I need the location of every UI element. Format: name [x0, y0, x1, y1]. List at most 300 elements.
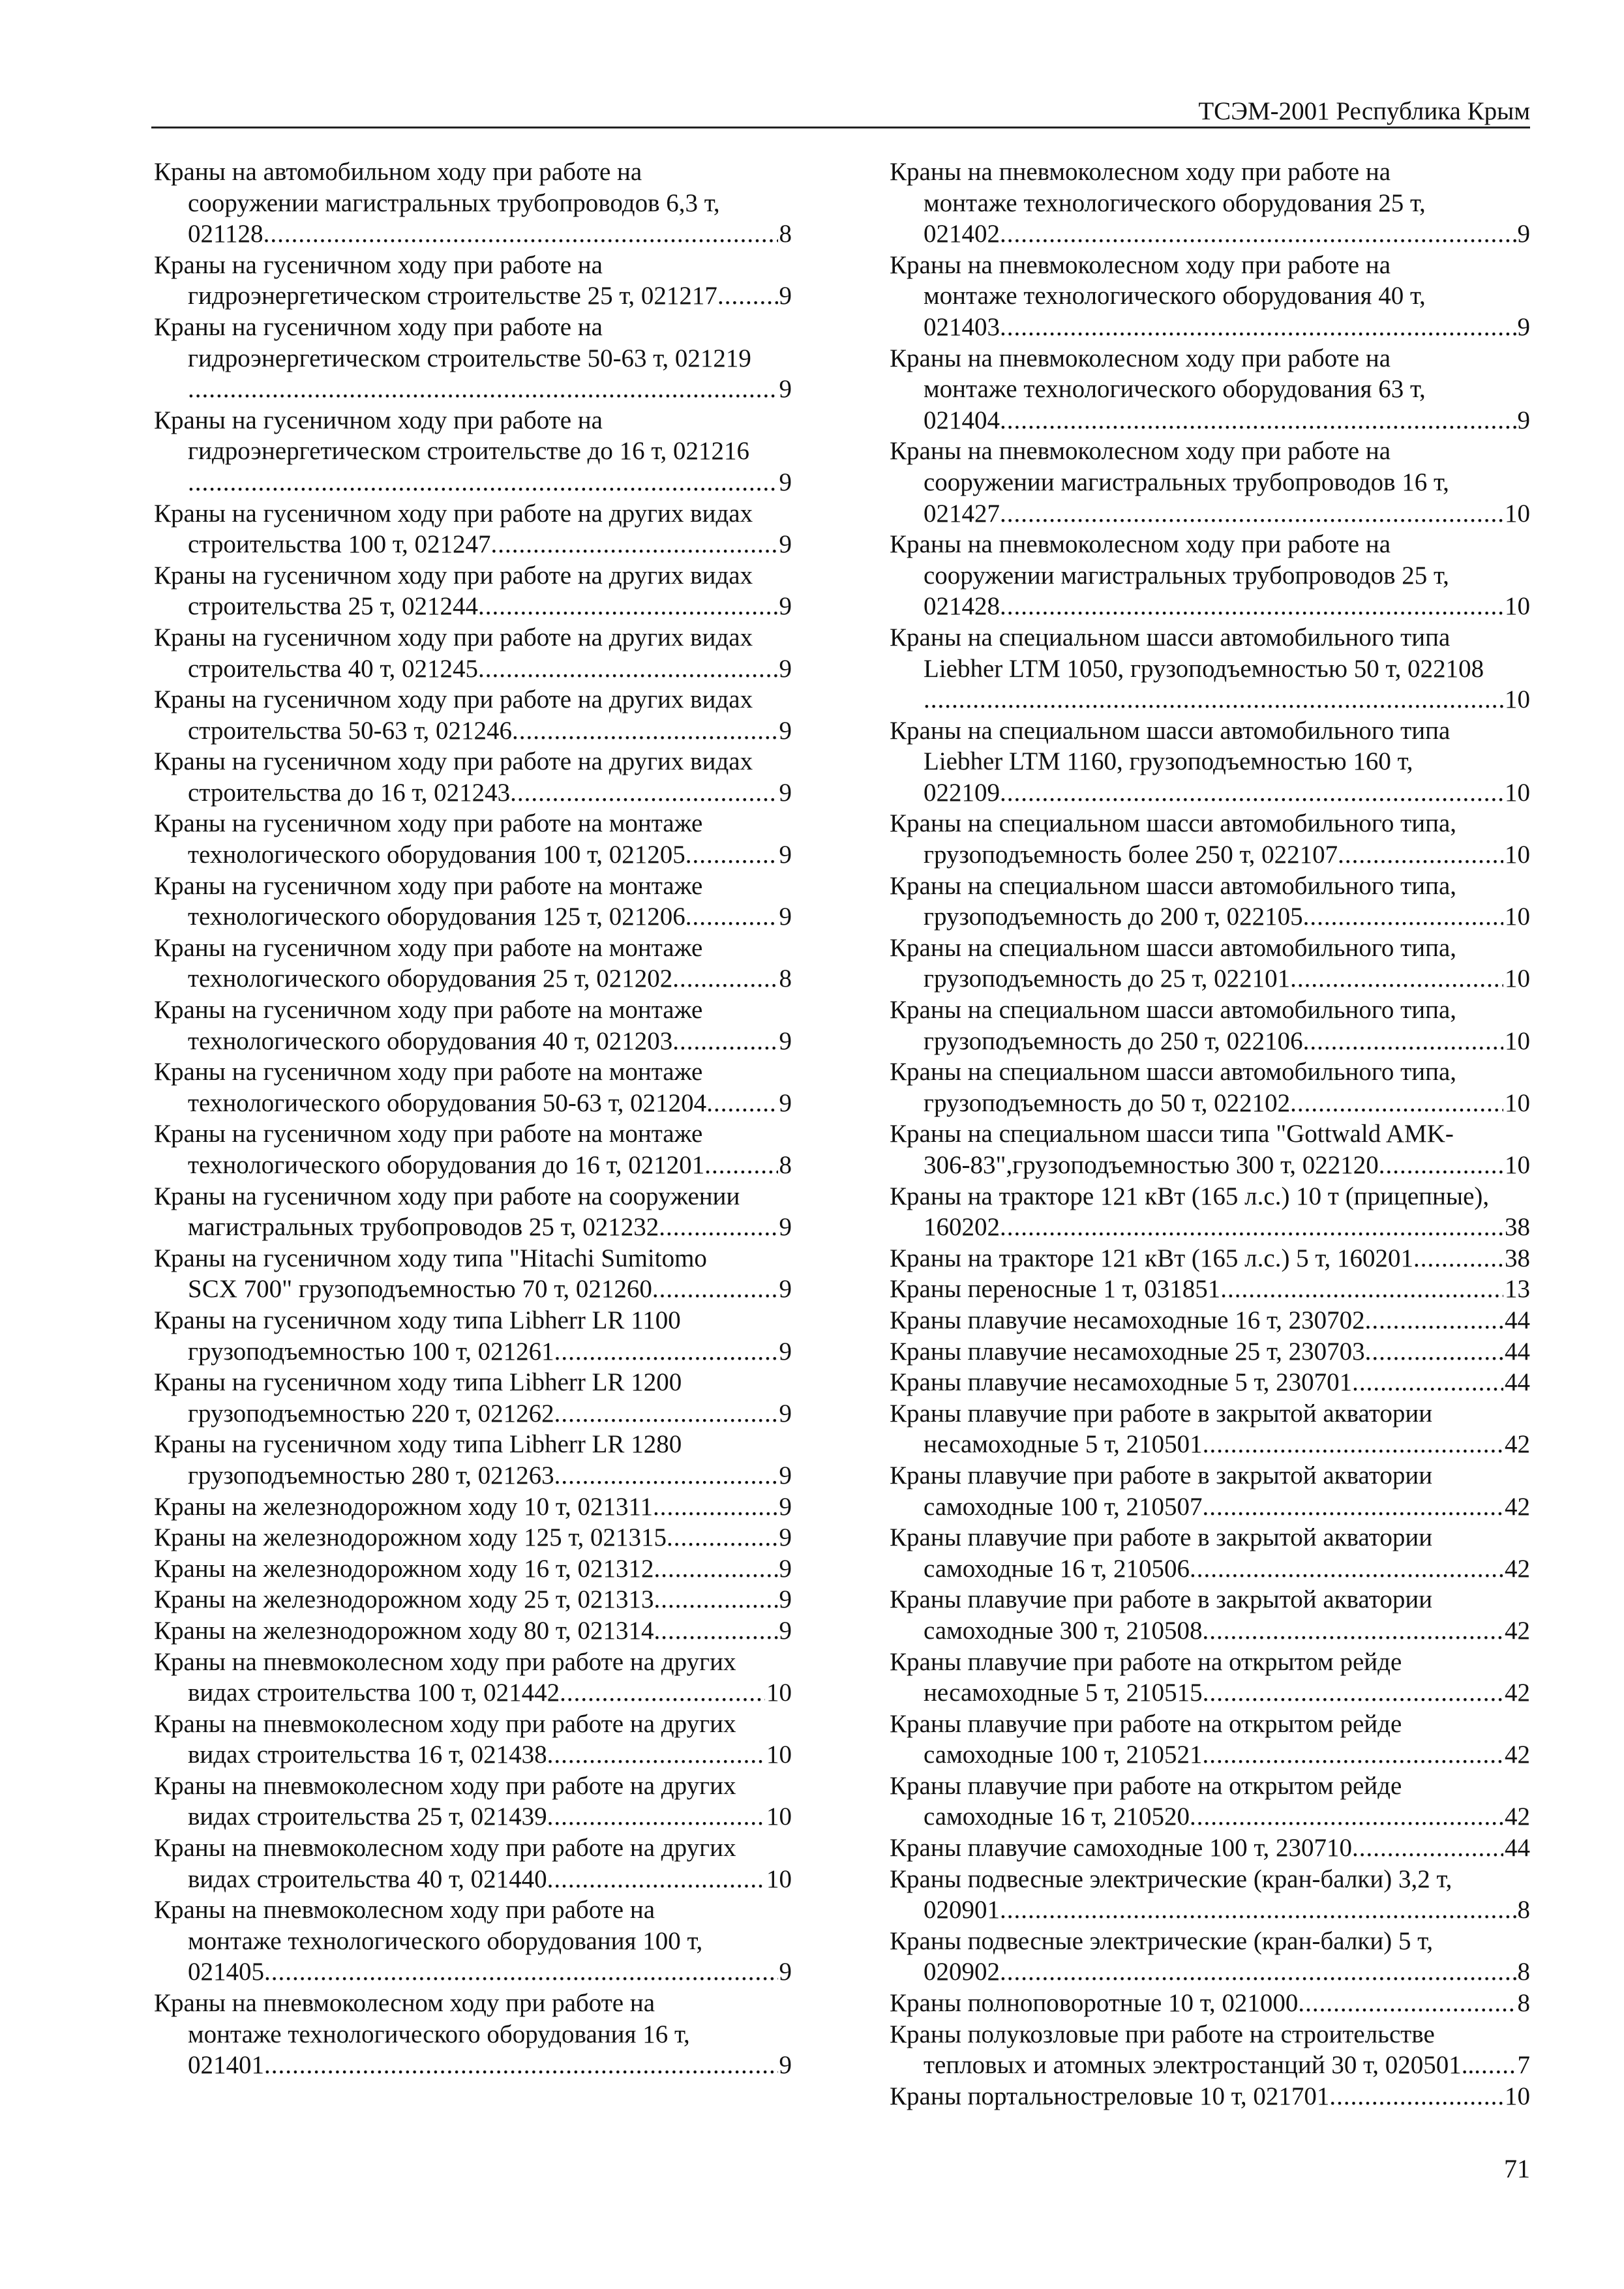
entry-leader-line [188, 963, 792, 995]
entry-leader-line [924, 312, 1530, 343]
entry-text-tail: строительства 40 т, 021245 [188, 654, 478, 683]
entry-text-tail: 306-83",грузоподъемностью 300 т, 022120 [924, 1151, 1379, 1179]
entry-page-ref: 10 [1505, 1151, 1530, 1179]
index-entry [890, 1398, 1530, 1460]
entry-text-line: Краны на гусеничном ходу при работе на монтаже [154, 871, 703, 900]
entry-page-ref: 9 [779, 2051, 792, 2080]
dot-leader [547, 1801, 765, 1833]
dot-leader [1298, 1988, 1516, 2019]
entry-text-line: Краны на гусеничном ходу типа Libherr LR 1100 [154, 1306, 681, 1334]
entry-page-ref: 9 [779, 1337, 792, 1366]
entry-text-tail: Краны плавучие самоходные 100 т, 230710 [890, 1834, 1352, 1863]
entry-text-line: Краны на пневмоколесном ходу при работе на других [154, 1834, 736, 1863]
entry-page-ref: 9 [779, 1213, 792, 1242]
entry-leader-line [188, 1088, 792, 1119]
entry-leader-line [924, 777, 1530, 809]
index-entry [154, 995, 792, 1056]
dot-leader [512, 715, 778, 747]
dot-leader [264, 1956, 778, 1988]
index-entry [890, 2019, 1530, 2081]
entry-text-tail: технологического оборудования 100 т, 021205 [188, 841, 685, 869]
entry-page-ref: 8 [1517, 1896, 1530, 1924]
entry-page-ref: 8 [779, 220, 792, 248]
entry-text-line: сооружении магистральных трубопроводов 6,3 т, [188, 188, 720, 217]
index-entry [154, 157, 792, 250]
entry-text-tail: 021402 [924, 220, 1000, 248]
dot-leader [672, 1026, 777, 1057]
entry-page-ref: 10 [1505, 499, 1530, 528]
entry-text-tail: технологического оборудования 25 т, 021202 [188, 965, 673, 993]
index-entry [890, 1243, 1530, 1274]
entry-leader-line [154, 1584, 792, 1615]
entry-leader-line [890, 2081, 1530, 2112]
entry-leader-line [188, 715, 792, 747]
entry-page-ref: 9 [779, 1399, 792, 1428]
entry-page-ref: 9 [779, 1026, 792, 1055]
entry-text-tail: 021403 [924, 312, 1000, 341]
entry-text-line: Краны на специальном шасси автомобильного типа, [890, 809, 1457, 838]
dot-leader [1352, 1367, 1503, 1398]
dot-leader [1303, 1026, 1503, 1057]
entry-text-line: Краны на автомобильном ходу при работе на [154, 158, 642, 186]
entry-leader-line [924, 1894, 1530, 1926]
entry-leader-line [924, 839, 1530, 871]
index-entry [890, 1305, 1530, 1336]
entry-leader-line [924, 901, 1530, 933]
entry-leader-line [924, 1088, 1530, 1119]
dot-leader [706, 1088, 777, 1119]
entry-page-ref: 44 [1505, 1834, 1530, 1863]
entry-text-line: Краны на гусеничном ходу типа Libherr LR 1200 [154, 1368, 682, 1397]
dot-leader [1000, 405, 1516, 436]
entry-leader-line [188, 1398, 792, 1429]
entry-leader-line [154, 1522, 792, 1553]
index-entry [890, 1771, 1530, 1833]
index-entry [890, 529, 1530, 622]
entry-text-line: Краны на специальном шасси автомобильного типа, [890, 1058, 1457, 1086]
entry-text-line: Краны на пневмоколесном ходу при работе на [890, 437, 1391, 466]
index-entry [890, 1647, 1530, 1709]
entry-page-ref: 9 [779, 530, 792, 559]
index-entry [154, 405, 792, 498]
entry-text-line: Краны на специальном шасси автомобильного типа [890, 716, 1451, 745]
entry-page-ref: 8 [779, 1151, 792, 1179]
entry-page-ref: 10 [766, 1803, 792, 1831]
entry-text-tail: самоходные 16 т, 210506 [924, 1554, 1190, 1583]
entry-text-line: Краны плавучие при работе в закрытой акватории [890, 1461, 1433, 1489]
dot-leader [263, 218, 778, 250]
entry-page-ref: 42 [1505, 1803, 1530, 1831]
entry-text-line: Краны на гусеничном ходу при работе на других видах [154, 623, 753, 651]
index-entry [154, 1647, 792, 1709]
entry-text-line: Краны подвесные электрические (кран-балки) 5 т, [890, 1926, 1434, 1955]
entry-page-ref: 9 [779, 1523, 792, 1552]
entry-leader-line [924, 684, 1530, 715]
entry-page-ref: 10 [1505, 778, 1530, 807]
entry-page-ref: 8 [779, 965, 792, 993]
entry-text-tail: грузоподъемность до 200 т, 022105 [924, 903, 1303, 931]
dot-leader [652, 1274, 778, 1305]
entry-leader-line [188, 218, 792, 250]
index-entry [890, 1926, 1530, 1988]
entry-text-line: Краны на гусеничном ходу при работе на монтаже [154, 1120, 703, 1148]
entry-leader-line [188, 1026, 792, 1057]
entry-leader-line [188, 2050, 792, 2081]
index-entry [154, 312, 792, 405]
entry-text-tail: Краны на железнодорожном ходу 16 т, 021312 [154, 1554, 654, 1583]
entry-page-ref: 9 [779, 282, 792, 310]
dot-leader [704, 1150, 777, 1181]
entry-page-ref: 10 [766, 1741, 792, 1769]
entry-text-tail: 021405 [188, 1958, 264, 1986]
index-entry [154, 933, 792, 995]
dot-leader [188, 374, 778, 405]
entry-page-ref: 9 [779, 1088, 792, 1117]
entry-text-tail: строительства 25 т, 021244 [188, 592, 478, 621]
entry-text-tail: грузоподъемностью 220 т, 021262 [188, 1399, 554, 1428]
index-entry [890, 250, 1530, 343]
index-entry [154, 1181, 792, 1243]
entry-page-ref: 9 [779, 468, 792, 496]
entry-text-tail: 021128 [188, 220, 263, 248]
index-entry [890, 343, 1530, 436]
entry-page-ref: 42 [1505, 1430, 1530, 1459]
dot-leader [1000, 1956, 1516, 1988]
entry-text-line: Краны плавучие при работе в закрытой акватории [890, 1585, 1433, 1614]
entry-leader-line [924, 2050, 1530, 2081]
entry-text-tail: Краны полноповоротные 10 т, 021000 [890, 1989, 1299, 2018]
entry-page-ref: 42 [1505, 1554, 1530, 1583]
index-entry [154, 1305, 792, 1367]
entry-text-tail: самоходные 100 т, 210507 [924, 1492, 1203, 1521]
dot-leader [1203, 1491, 1503, 1523]
entry-page-ref: 38 [1505, 1213, 1530, 1242]
entry-text-tail: видах строительства 16 т, 021438 [188, 1741, 547, 1769]
entry-page-ref: 9 [779, 1616, 792, 1645]
entry-page-ref: 10 [766, 1679, 792, 1707]
index-entry [890, 1833, 1530, 1864]
entry-text-tail: 020901 [924, 1896, 1000, 1924]
entry-text-tail: технологического оборудования 40 т, 021203 [188, 1026, 673, 1055]
index-entry [154, 498, 792, 560]
dot-leader [1190, 1553, 1503, 1585]
entry-text-tail: 021428 [924, 592, 1000, 621]
entry-text-line: Краны на гусеничном ходу при работе на [154, 250, 603, 279]
header-title: ТСЭМ-2001 Республика Крым [1198, 97, 1530, 125]
entry-leader-line [890, 1274, 1530, 1305]
entry-page-ref: 9 [779, 1461, 792, 1489]
entry-text-line: монтаже технологического оборудования 16 т, [188, 2020, 690, 2048]
entry-text-tail: видах строительства 25 т, 021439 [188, 1803, 547, 1831]
index-entry [890, 622, 1530, 715]
entry-text-line: монтаже технологического оборудования 100 т, [188, 1926, 703, 1955]
entry-text-tail: 021427 [924, 499, 1000, 528]
entry-text-tail: Краны плавучие несамоходные 5 т, 230701 [890, 1368, 1353, 1397]
entry-text-line: Краны на пневмоколесном ходу при работе на [890, 250, 1391, 279]
entry-page-ref: 9 [779, 1492, 792, 1521]
dot-leader [478, 653, 778, 685]
entry-text-tail: грузоподъемность более 250 т, 022107 [924, 841, 1338, 869]
entry-leader-line [924, 405, 1530, 436]
entry-page-ref: 10 [1505, 592, 1530, 621]
entry-leader-line [924, 1429, 1530, 1460]
entry-page-ref: 9 [779, 778, 792, 807]
entry-leader-line [188, 1801, 792, 1833]
entry-text-tail: 160202 [924, 1213, 1000, 1242]
index-entry [890, 1336, 1530, 1368]
entry-page-ref: 7 [1517, 2051, 1530, 2080]
entry-leader-line [188, 1274, 792, 1305]
index-entry [890, 1460, 1530, 1522]
entry-text-tail: грузоподъемность до 250 т, 022106 [924, 1026, 1303, 1055]
dot-leader [654, 1615, 777, 1647]
dot-leader [1474, 2050, 1516, 2081]
dot-leader [1329, 2081, 1503, 2112]
index-entry [890, 715, 1530, 809]
entry-text-tail: 021404 [924, 406, 1000, 434]
entry-leader-line [188, 1460, 792, 1491]
entry-text-tail: самоходные 16 т, 210520 [924, 1803, 1190, 1831]
entry-text-line: Краны на гусеничном ходу при работе на других видах [154, 747, 753, 776]
entry-leader-line [188, 1864, 792, 1895]
index-entry [154, 1988, 792, 2081]
dot-leader [560, 1677, 765, 1709]
entry-text-line: гидроэнергетическом строительстве до 16 т, 021216 [188, 437, 750, 466]
index-entry [890, 1709, 1530, 1771]
entry-text-line: Краны на гусеничном ходу типа "Hitachi Sumitomo [154, 1244, 707, 1272]
entry-text-line: Краны на гусеничном ходу при работе на монтаже [154, 1058, 703, 1086]
entry-leader-line [924, 1739, 1530, 1771]
dot-leader [1203, 1615, 1503, 1647]
entry-page-ref: 9 [779, 375, 792, 404]
index-entry [154, 808, 792, 870]
dot-leader [667, 1522, 778, 1553]
entry-leader-line [188, 1739, 792, 1771]
entry-leader-line [188, 839, 792, 871]
entry-leader-line [924, 1677, 1530, 1709]
entry-text-tail: SCX 700" грузоподъемностью 70 т, 021260 [188, 1275, 652, 1304]
dot-leader [1000, 312, 1516, 343]
index-entry [154, 1243, 792, 1305]
entry-leader-line [890, 1367, 1530, 1398]
index-entry [890, 1367, 1530, 1398]
entry-leader-line [188, 777, 792, 809]
entry-leader-line [924, 218, 1530, 250]
index-entry [890, 1864, 1530, 1926]
entry-page-ref: 10 [1505, 841, 1530, 869]
entry-text-tail: Краны на железнодорожном ходу 25 т, 021313 [154, 1585, 654, 1614]
entry-text-line: Краны на специальном шасси типа "Gottwald AMK- [890, 1120, 1454, 1148]
dot-leader [1413, 1243, 1503, 1274]
entry-text-tail: Краны на тракторе 121 кВт (165 л.с.) 5 т, 160201 [890, 1244, 1414, 1272]
index-column-right [890, 157, 1530, 2112]
entry-text-tail: грузоподъемность до 50 т, 022102 [924, 1088, 1291, 1117]
entry-page-ref: 10 [1505, 1026, 1530, 1055]
entry-text-line: Краны на специальном шасси автомобильного типа, [890, 933, 1457, 962]
entry-text-line: Краны на гусеничном ходу при работе на [154, 312, 603, 341]
entry-text-line: Краны плавучие при работе на открытом рейде [890, 1647, 1402, 1676]
entry-text-line: Краны на специальном шасси автомобильного типа, [890, 996, 1457, 1025]
dot-leader [685, 901, 778, 933]
entry-leader-line [890, 1336, 1530, 1368]
index-entry [154, 1709, 792, 1771]
index-entry [890, 1181, 1530, 1243]
entry-text-tail: Краны на железнодорожном ходу 10 т, 021311 [154, 1492, 653, 1521]
index-entry [890, 995, 1530, 1056]
entry-page-ref: 10 [1505, 903, 1530, 931]
entry-text-line: Краны на гусеничном ходу при работе на [154, 406, 603, 434]
dot-leader [1203, 1429, 1503, 1460]
index-entry [890, 1056, 1530, 1118]
entry-leader-line [188, 653, 792, 685]
dot-leader [188, 467, 778, 498]
entry-page-ref: 8 [1517, 1958, 1530, 1986]
dot-leader [1203, 1677, 1503, 1709]
index-entry [154, 560, 792, 622]
index-entry [154, 1833, 792, 1894]
index-entry [154, 1522, 792, 1553]
dot-leader [653, 1491, 778, 1523]
index-entry [890, 1274, 1530, 1305]
entry-text-tail: тепловых и атомных электростанций 30 т, 020501.. [924, 2051, 1475, 2080]
entry-text-tail: строительства 50-63 т, 021246 [188, 716, 512, 745]
entry-text-line: Краны на гусеничном ходу при работе на монтаже [154, 809, 703, 838]
entry-page-ref: 10 [1505, 1088, 1530, 1117]
entry-page-ref: 9 [779, 903, 792, 931]
entry-page-ref: 9 [779, 592, 792, 621]
entry-text-line: монтаже технологического оборудования 25 т, [924, 188, 1426, 217]
index-entry [890, 1118, 1530, 1180]
entry-text-line: Краны на гусеничном ходу при работе на других видах [154, 561, 753, 590]
dot-leader [554, 1398, 778, 1429]
entry-text-line: Краны на пневмоколесном ходу при работе на [890, 344, 1391, 372]
entry-text-line: Краны плавучие при работе на открытом рейде [890, 1709, 1402, 1738]
entry-page-ref: 42 [1505, 1492, 1530, 1521]
entry-text-tail: несамоходные 5 т, 210501 [924, 1430, 1203, 1459]
entry-leader-line [924, 1212, 1530, 1243]
index-column-left [154, 157, 792, 2081]
entry-text-line: Краны на тракторе 121 кВт (165 л.с.) 10 т (прицепные), [890, 1182, 1490, 1210]
entry-leader-line [188, 901, 792, 933]
entry-page-ref: 44 [1505, 1306, 1530, 1334]
entry-leader-line [188, 1336, 792, 1368]
entry-text-line: Краны на пневмоколесном ходу при работе на [890, 158, 1391, 186]
index-entry [890, 1988, 1530, 2019]
entry-page-ref: 42 [1505, 1616, 1530, 1645]
dot-leader [554, 1460, 778, 1491]
entry-leader-line [154, 1491, 792, 1523]
entry-text-line: Краны на пневмоколесном ходу при работе на [890, 530, 1391, 559]
entry-text-line: Краны на гусеничном ходу при работе на монтаже [154, 933, 703, 962]
dot-leader [659, 1212, 777, 1243]
entry-text-tail: Краны на железнодорожном ходу 80 т, 021314 [154, 1616, 654, 1645]
entry-text-tail: технологического оборудования 125 т, 021206 [188, 903, 685, 931]
entry-page-ref: 9 [779, 1554, 792, 1583]
entry-page-ref: 42 [1505, 1741, 1530, 1769]
entry-page-ref: 9 [779, 654, 792, 683]
entry-text-line: Краны на пневмоколесном ходу при работе на [154, 1989, 655, 2018]
index-entry [890, 1522, 1530, 1584]
entry-leader-line [924, 1801, 1530, 1833]
entry-text-line: сооружении магистральных трубопроводов 16 т, [924, 468, 1449, 496]
entry-text-tail: видах строительства 40 т, 021440 [188, 1864, 547, 1893]
entry-leader-line [924, 1553, 1530, 1585]
entry-leader-line [188, 1956, 792, 1988]
page-number: 71 [1504, 2154, 1530, 2183]
entry-text-tail: Краны переносные 1 т, 031851 [890, 1275, 1221, 1304]
dot-leader [1000, 777, 1503, 809]
index-entry [154, 250, 792, 312]
dot-leader [1365, 1336, 1503, 1368]
entry-page-ref: 9 [779, 841, 792, 869]
dot-leader [1303, 901, 1503, 933]
entry-leader-line [188, 467, 792, 498]
entry-leader-line [188, 1212, 792, 1243]
entry-leader-line [890, 1243, 1530, 1274]
entry-page-ref: 42 [1505, 1679, 1530, 1707]
entry-page-ref: 9 [1517, 220, 1530, 248]
index-entry [154, 1771, 792, 1833]
entry-leader-line [154, 1553, 792, 1585]
dot-leader [1365, 1305, 1503, 1336]
index-entry [154, 1429, 792, 1491]
entry-page-ref: 10 [1505, 965, 1530, 993]
entry-text-line: Краны на пневмоколесном ходу при работе на других [154, 1771, 736, 1800]
entry-text-tail: грузоподъемностью 280 т, 021263 [188, 1461, 554, 1489]
entry-text-line: Краны плавучие при работе в закрытой акватории [890, 1523, 1433, 1552]
dot-leader [1220, 1274, 1503, 1305]
index-entry [890, 436, 1530, 529]
entry-text-tail: Краны плавучие несамоходные 16 т, 230702 [890, 1306, 1365, 1334]
entry-text-tail: 021401 [188, 2051, 264, 2080]
entry-page-ref: 9 [779, 1275, 792, 1304]
entry-page-ref: 13 [1505, 1275, 1530, 1304]
index-entry [154, 1615, 792, 1647]
index-entry [890, 157, 1530, 250]
entry-leader-line [924, 1491, 1530, 1523]
entry-page-ref: 9 [779, 1958, 792, 1986]
entry-text-tail: несамоходные 5 т, 210515 [924, 1679, 1203, 1707]
dot-leader [478, 591, 778, 622]
dot-leader [1000, 1212, 1503, 1243]
entry-page-ref: 8 [1517, 1989, 1530, 2018]
dot-leader [924, 684, 1503, 715]
entry-leader-line [188, 374, 792, 405]
dot-leader [1000, 1894, 1516, 1926]
index-entry [890, 871, 1530, 933]
dot-leader [1290, 1088, 1503, 1119]
dot-leader [1290, 963, 1503, 995]
entry-text-tail: грузоподъемность до 25 т, 022101 [924, 965, 1291, 993]
dot-leader [1000, 591, 1503, 622]
index-entry [154, 1118, 792, 1180]
entry-page-ref: 9 [779, 1585, 792, 1614]
dot-leader [547, 1739, 765, 1771]
dot-leader [510, 777, 777, 809]
entry-leader-line [188, 529, 792, 560]
entry-leader-line [924, 1956, 1530, 1988]
index-entry [890, 2081, 1530, 2112]
entry-text-tail: самоходные 300 т, 210508 [924, 1616, 1203, 1645]
entry-leader-line [188, 1150, 792, 1181]
entry-text-line: Краны плавучие при работе в закрытой акватории [890, 1399, 1433, 1428]
entry-page-ref: 9 [1517, 312, 1530, 341]
entry-leader-line [924, 1026, 1530, 1057]
entry-leader-line [188, 1677, 792, 1709]
index-entry [154, 871, 792, 933]
index-entry [890, 808, 1530, 870]
entry-leader-line [890, 1305, 1530, 1336]
